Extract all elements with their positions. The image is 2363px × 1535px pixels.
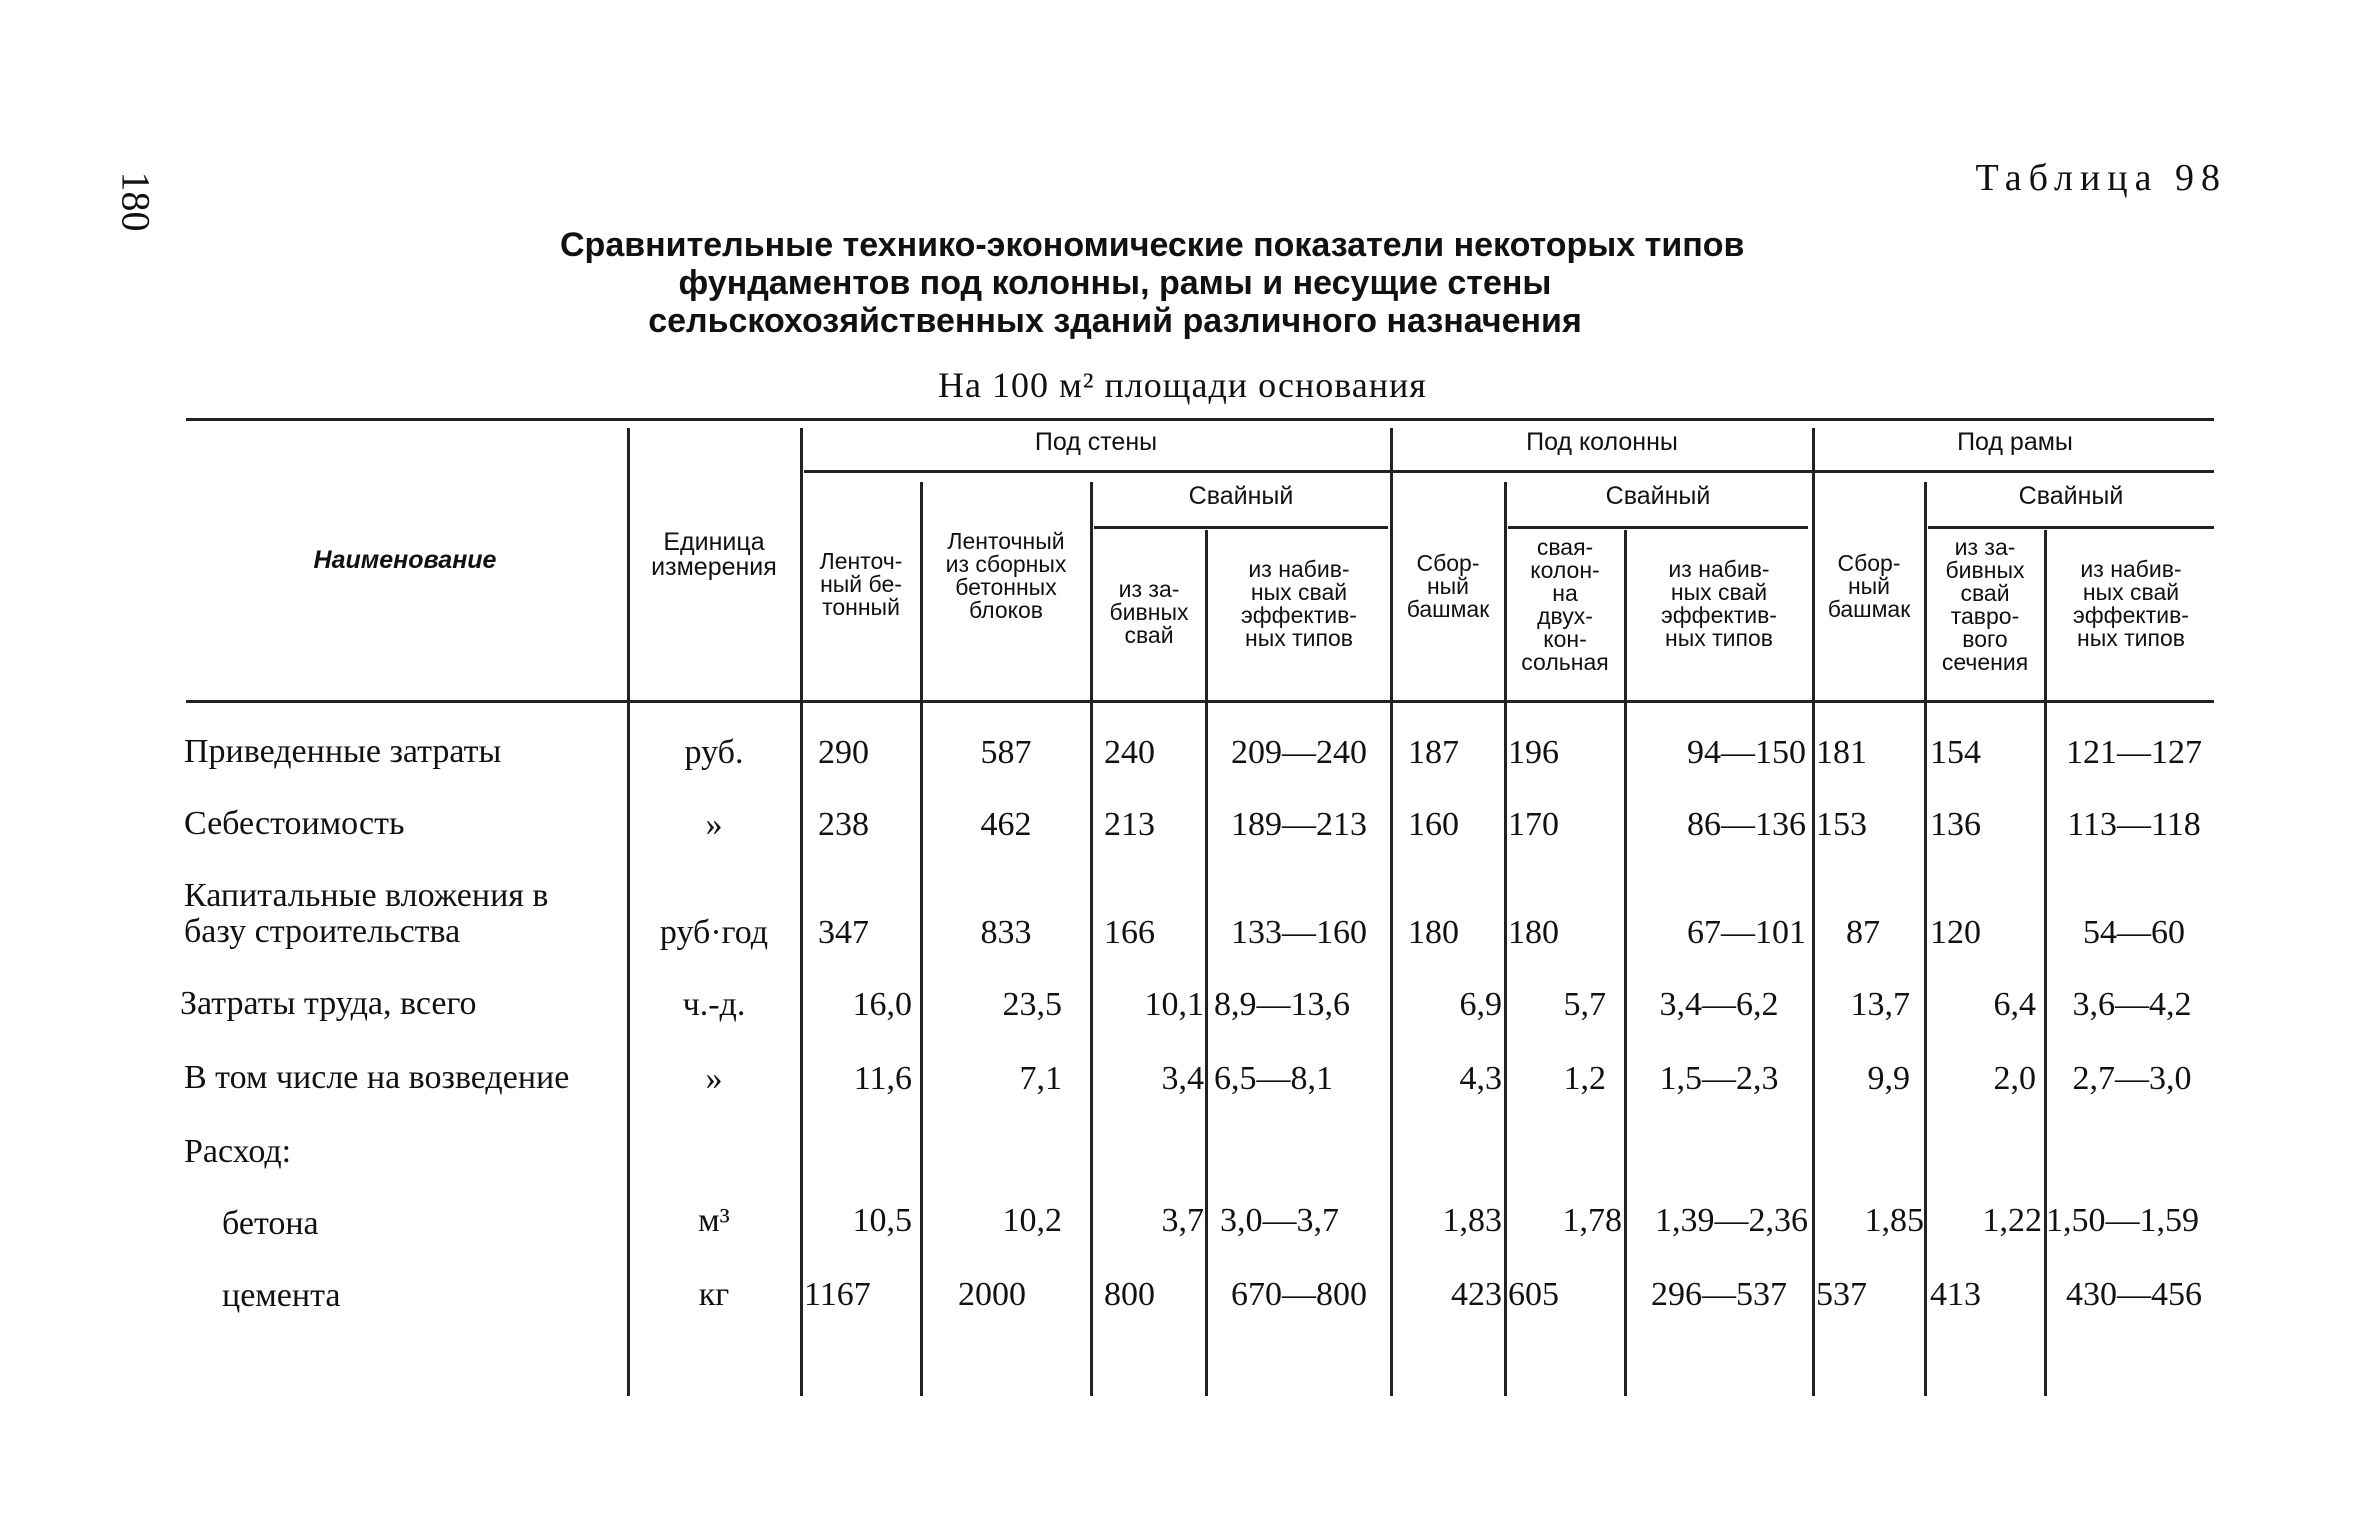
table-cell: 209—240 — [1231, 734, 1367, 771]
title-line: Сравнительные технико-экономические показатели некоторых типов — [560, 226, 1745, 264]
table-cell: 4,3 — [1459, 1060, 1502, 1097]
table-cell: 537 — [1816, 1276, 1867, 1313]
table-label: Таблица 98 — [1975, 157, 2227, 199]
table-cell: 2,0 — [1993, 1060, 2036, 1097]
table-cell: 5,7 — [1563, 986, 1606, 1023]
table-subtitle: На 100 м² площади основания — [938, 365, 1427, 405]
title-line: сельскохозяйственных зданий различного назначения — [648, 302, 1582, 340]
table-cell: 11,6 — [853, 1060, 912, 1097]
table-cell: 2,7—3,0 — [2072, 1060, 2192, 1097]
table-cell: 121—127 — [2066, 734, 2202, 771]
row-unit: руб·год — [659, 914, 769, 951]
table-cell: 833 — [980, 914, 1032, 951]
table-cell: 10,5 — [852, 1202, 912, 1239]
table-cell: 1,83 — [1442, 1202, 1502, 1239]
table-cell: 166 — [1104, 914, 1155, 951]
table-cell: 1167 — [804, 1276, 871, 1313]
row-unit: » — [705, 806, 723, 843]
table-cell: 413 — [1930, 1276, 1981, 1313]
row-name: бетона — [222, 1205, 319, 1242]
table-cell: 3,0—3,7 — [1220, 1202, 1339, 1239]
page-number: 180 — [113, 171, 159, 232]
table-cell: 87 — [1846, 914, 1880, 951]
title-line: фундаментов под колонны, рамы и несущие стены — [678, 264, 1552, 302]
table-cell: 238 — [818, 806, 869, 843]
table-cell: 133—160 — [1231, 914, 1367, 951]
header-walls-strip-blocks: Ленточный из сборных бетонных блоков — [945, 528, 1067, 623]
header-walls-driven: из за- бивных свай — [1109, 576, 1189, 648]
table-cell: 347 — [818, 914, 869, 951]
table-cell: 9,9 — [1867, 1060, 1910, 1097]
table-cell: 180 — [1408, 914, 1459, 951]
table-cell: 10,2 — [1002, 1202, 1062, 1239]
row-name: Себестоимость — [184, 805, 405, 842]
table-cell: 1,22 — [1982, 1202, 2042, 1239]
header-walls-strip-concrete: Ленточ- ный бе- тонный — [819, 548, 903, 620]
header-name: Наименование — [313, 546, 497, 574]
rule-groups — [804, 470, 2214, 473]
table-cell: 800 — [1104, 1276, 1155, 1313]
table-cell: 6,9 — [1459, 986, 1502, 1023]
table-cell: 86—136 — [1687, 806, 1806, 843]
table-cell: 462 — [980, 806, 1032, 843]
rule-pile-walls — [1094, 526, 1388, 529]
header-columns-cantilever: свая- колон- на двух- кон- сольная — [1521, 534, 1609, 675]
row-unit: руб. — [684, 734, 744, 771]
table-cell: 113—118 — [2067, 806, 2201, 843]
table-cell: 3,6—4,2 — [2072, 986, 2192, 1023]
table-cell: 1,39—2,36 — [1655, 1202, 1808, 1239]
table-title — [560, 226, 1745, 340]
table-cell: 430—456 — [2066, 1276, 2202, 1313]
header-unit: Единица измерения — [651, 528, 777, 581]
row-name: Капитальные вложения в базу строительства — [184, 877, 549, 950]
table-cell: 94—150 — [1687, 734, 1806, 771]
table-cell: 1,2 — [1563, 1060, 1606, 1097]
table-cell: 587 — [980, 734, 1032, 771]
row-name: Приведенные затраты — [184, 733, 502, 770]
header-walls-bored: из набив- ных свай эффектив- ных типов — [1241, 556, 1357, 651]
row-unit: м³ — [698, 1202, 730, 1239]
header-group-walls: Под стены — [1034, 428, 1158, 456]
table-cell: 187 — [1408, 734, 1459, 771]
col-line — [2044, 530, 2047, 1396]
table-cell: 670—800 — [1231, 1276, 1367, 1313]
table-cell: 240 — [1104, 734, 1155, 771]
table-cell: 3,7 — [1161, 1202, 1204, 1239]
header-columns-footing: Сбор- ный башмак — [1406, 550, 1490, 622]
rule-top — [186, 418, 2214, 421]
table-cell: 296—537 — [1651, 1276, 1787, 1313]
table-cell: 67—101 — [1687, 914, 1806, 951]
header-group-columns: Под колонны — [1526, 428, 1678, 456]
col-line — [1624, 530, 1627, 1396]
row-unit: кг — [698, 1276, 730, 1313]
row-name: цемента — [222, 1277, 341, 1314]
table-cell: 54—60 — [2083, 914, 2185, 951]
table-cell: 23,5 — [1002, 986, 1062, 1023]
table-cell: 8,9—13,6 — [1214, 986, 1350, 1023]
row-unit: ч.-д. — [682, 986, 746, 1023]
table-cell: 196 — [1508, 734, 1559, 771]
table-cell: 213 — [1104, 806, 1155, 843]
table-cell: 154 — [1930, 734, 1981, 771]
table-cell: 13,7 — [1850, 986, 1910, 1023]
header-frames-footing: Сбор- ный башмак — [1827, 550, 1911, 622]
table-cell: 153 — [1816, 806, 1867, 843]
rule-pile-columns — [1508, 526, 1808, 529]
table-cell: 181 — [1816, 734, 1867, 771]
rule-pile-frames — [1928, 526, 2214, 529]
table-cell: 180 — [1508, 914, 1559, 951]
header-frames-bored: из набив- ных свай эффектив- ных типов — [2073, 556, 2189, 651]
row-name: Расход: — [184, 1133, 292, 1170]
table-cell: 605 — [1508, 1276, 1559, 1313]
table-cell: 10,1 — [1144, 986, 1204, 1023]
table-cell: 160 — [1408, 806, 1459, 843]
table-cell: 136 — [1930, 806, 1981, 843]
table-cell: 6,4 — [1993, 986, 2036, 1023]
row-name: Затраты труда, всего — [180, 985, 477, 1022]
table-cell: 290 — [818, 734, 869, 771]
table-cell: 7,1 — [1019, 1060, 1062, 1097]
row-unit: » — [705, 1060, 723, 1097]
table-cell: 16,0 — [852, 986, 912, 1023]
header-walls-pile: Свайный — [1188, 482, 1294, 510]
header-frames-pile: Свайный — [2018, 482, 2124, 510]
col-line — [1205, 530, 1208, 1396]
table-cell: 2000 — [958, 1276, 1026, 1313]
header-frames-driven-t: из за- бивных свай тавро- вого сечения — [1941, 534, 2029, 675]
header-columns-bored: из набив- ных свай эффектив- ных типов — [1661, 556, 1777, 651]
table-cell: 1,5—2,3 — [1659, 1060, 1779, 1097]
table-cell: 1,78 — [1562, 1202, 1622, 1239]
rule-header-bottom — [186, 700, 2214, 703]
row-name: В том числе на возведение — [184, 1059, 570, 1096]
table-cell: 3,4 — [1161, 1060, 1204, 1097]
header-columns-pile: Свайный — [1605, 482, 1711, 510]
table-cell: 189—213 — [1231, 806, 1367, 843]
table-cell: 3,4—6,2 — [1659, 986, 1779, 1023]
header-group-frames: Под рамы — [1957, 428, 2073, 456]
table-cell: 120 — [1930, 914, 1981, 951]
table-cell: 1,85 — [1864, 1202, 1924, 1239]
table-cell: 423 — [1451, 1276, 1502, 1313]
table-cell: 170 — [1508, 806, 1559, 843]
table-cell: 1,50—1,59 — [2046, 1202, 2199, 1239]
table-cell: 6,5—8,1 — [1214, 1060, 1333, 1097]
